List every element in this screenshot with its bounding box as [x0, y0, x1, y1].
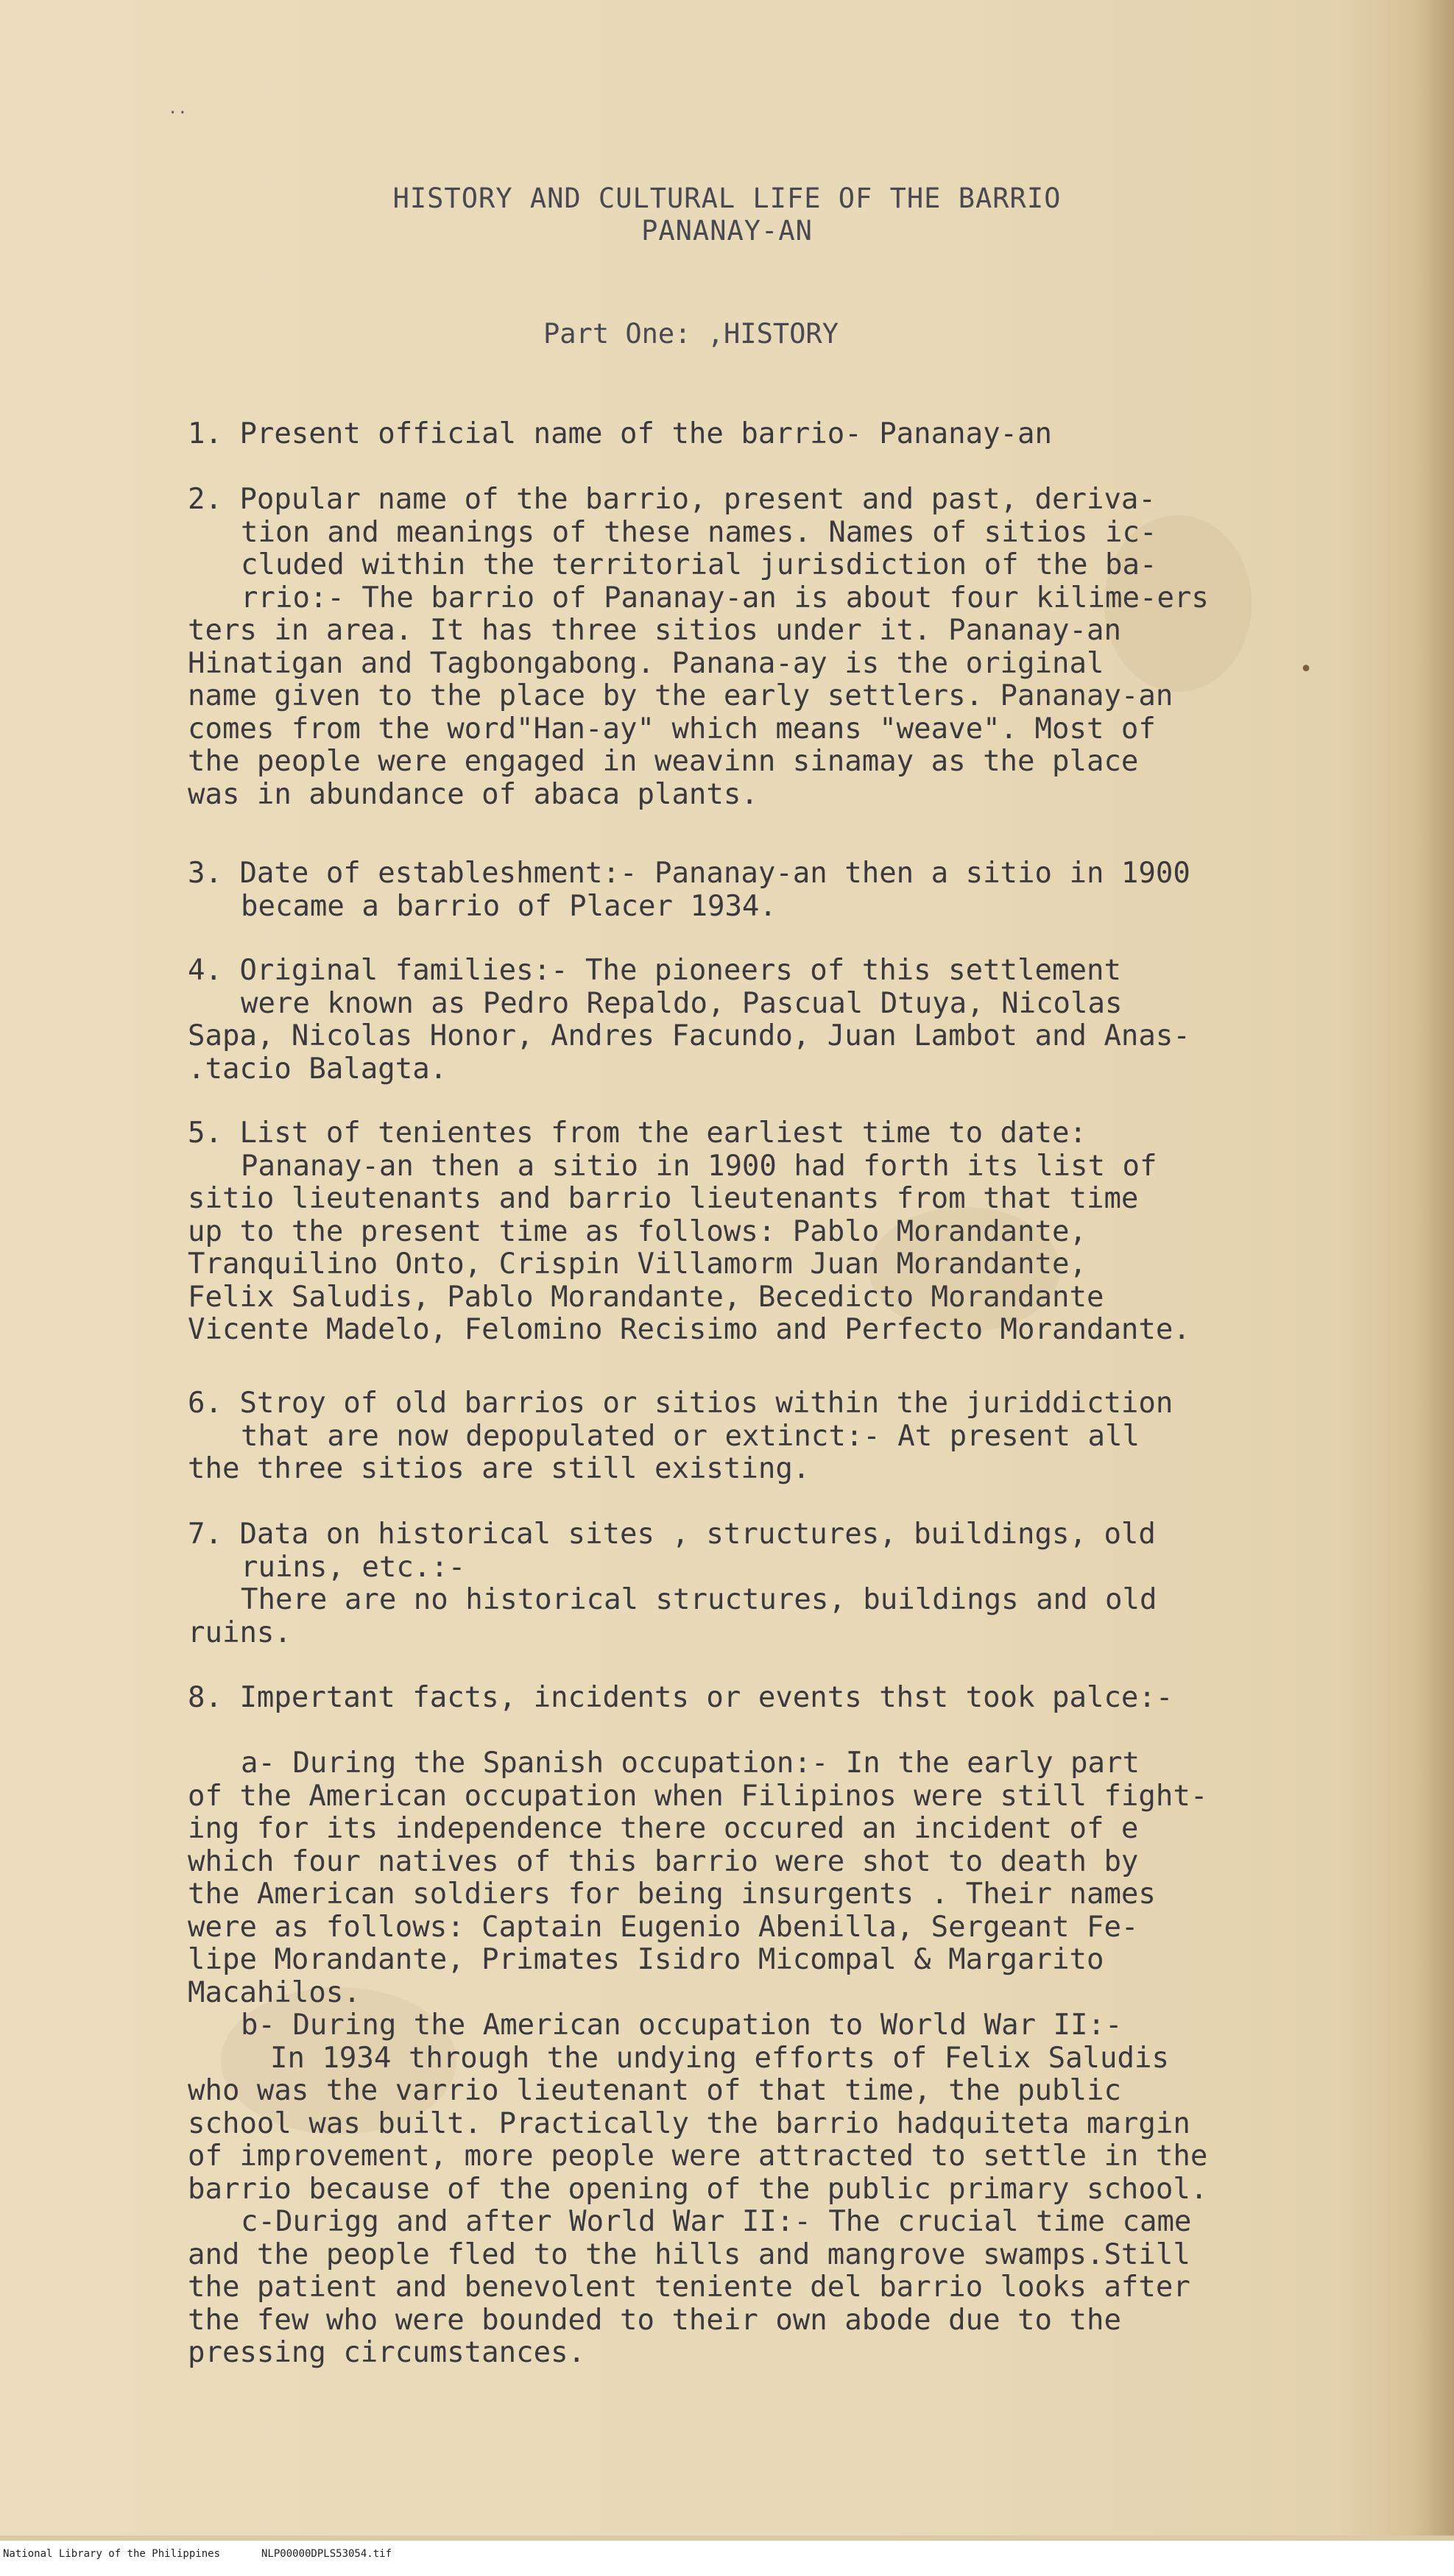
item-text: 3. Date of estableshment:- Pananay-an then a sitio in 1900	[188, 857, 1190, 890]
item-text: school was built. Practically the barrio hadquiteta margin	[188, 2106, 1190, 2140]
item-text: and the people fled to the hills and mangrove swamps.Still	[188, 2237, 1190, 2271]
item-text: 2. Popular name of the barrio, present and past, deriva-	[188, 483, 1156, 516]
item-8b	[188, 2009, 1344, 2206]
item-text: 5. List of tenientes from the earliest time to date:	[188, 1117, 1087, 1150]
item-text: Felix Saludis, Pablo Morandante, Becedicto Morandante	[188, 1280, 1104, 1314]
item-text: Tranquilino Onto, Crispin Villamorm Juan Morandante,	[188, 1248, 1087, 1281]
item-text: .tacio Balagta.	[188, 1052, 448, 1086]
item-text: 7. Data on historical sites , structures, buildings, old	[188, 1518, 1156, 1551]
item-text: Hinatigan and Tagbongabong. Panana-ay is the original	[188, 646, 1104, 680]
item-text: tion and meanings of these names. Names of sitios ic-	[241, 515, 1157, 549]
item-8c	[188, 2206, 1344, 2370]
item-text: were as follows: Captain Eugenio Abenilla, Sergeant Fe-	[188, 1910, 1139, 1944]
item-text: 4. Original families:- The pioneers of this settlement	[188, 954, 1121, 987]
item-text: Macahilos.	[188, 1975, 361, 2009]
document-title-line1: HISTORY AND CULTURAL LIFE OF THE BARRIO	[392, 183, 1062, 214]
footer-divider	[0, 2536, 1454, 2541]
item-4	[188, 955, 1344, 1086]
item-text: 8. Impertant facts, incidents or events thst took palce:-	[188, 1681, 1174, 1714]
footer-file-name: NLP00000DPLS53054.tif	[261, 2548, 392, 2560]
item-6	[188, 1387, 1344, 1486]
item-text: the patient and benevolent teniente del barrio looks after	[188, 2271, 1190, 2304]
item-text: became a barrio of Placer 1934.	[241, 889, 777, 923]
item-text: sitio lieutenants and barrio lieutenants from that time	[188, 1182, 1139, 1215]
item-text: the American soldiers for being insurgents . Their names	[188, 1878, 1156, 1911]
margin-marks: ..	[168, 99, 188, 118]
item-text: a- During the Spanish occupation:- In the early part	[241, 1747, 1140, 1780]
item-text: ing for its independence there occured an incident of e	[188, 1812, 1139, 1845]
item-2	[188, 484, 1344, 811]
item-text: In 1934 through the undying efforts of Felix Saludis	[270, 2041, 1169, 2075]
item-text: 6. Stroy of old barrios or sitios within the juriddiction	[188, 1387, 1174, 1420]
item-text: of improvement, more people were attracted to settle in the	[188, 2140, 1208, 2173]
item-text: the few who were bounded to their own abode due to the	[188, 2303, 1121, 2337]
ink-dot: •	[1299, 657, 1313, 682]
item-text: There are no historical structures, buildings and old	[241, 1583, 1157, 1616]
item-text: pressing circumstances.	[188, 2336, 586, 2369]
item-text: of the American occupation when Filipinos were still fight-	[188, 1779, 1208, 1813]
item-text: barrio because of the opening of the public primary school.	[188, 2172, 1208, 2206]
item-text: was in abundance of abaca plants.	[188, 777, 758, 811]
item-text: b- During the American occupation to World War II:-	[241, 2009, 1123, 2042]
scan-footer	[0, 2541, 1454, 2576]
page-edge-shadow	[1410, 0, 1454, 2536]
item-text: Vicente Madelo, Felomino Recisimo and Perfecto Morandante.	[188, 1313, 1190, 1346]
item-7	[188, 1518, 1344, 1649]
item-text: lipe Morandante, Primates Isidro Micompal & Margarito	[188, 1943, 1104, 1976]
item-5	[188, 1117, 1344, 1347]
item-3	[188, 857, 1344, 923]
item-text: cluded within the territorial jurisdiction of the ba-	[241, 548, 1157, 581]
item-text: who was the varrio lieutenant of that time, the public	[188, 2074, 1121, 2107]
item-1	[188, 418, 1344, 451]
item-text: c-Durigg and after World War II:- The crucial time came	[241, 2205, 1192, 2238]
item-text: ruins.	[188, 1616, 292, 1649]
item-8a	[188, 1747, 1344, 2009]
item-text: were known as Pedro Repaldo, Pascual Dtuya, Nicolas	[241, 986, 1123, 1020]
document-title-line2: PANANAY-AN	[641, 215, 813, 247]
item-text: up to the present time as follows: Pablo Morandante,	[188, 1214, 1087, 1248]
part-heading: Part One: ,HISTORY	[543, 318, 839, 350]
item-text: 1. Present official name of the barrio- Pananay-an	[188, 417, 1052, 450]
item-text: name given to the place by the early settlers. Pananay-an	[188, 679, 1174, 712]
item-text: ruins, etc.:-	[241, 1550, 466, 1584]
item-text: comes from the word"Han-ay" which means "weave". Most of	[188, 712, 1156, 746]
item-8	[188, 1682, 1344, 1715]
item-text: the three sitios are still existing.	[188, 1452, 811, 1485]
item-text: the people were engaged in weavinn sinamay as the place	[188, 745, 1139, 778]
item-text: Sapa, Nicolas Honor, Andres Facundo, Juan Lambot and Anas-	[188, 1019, 1190, 1052]
footer-library-name: National Library of the Philippines	[3, 2548, 221, 2560]
item-text: ters in area. It has three sitios under it. Pananay-an	[188, 614, 1121, 647]
item-text: that are now depopulated or extinct:- At present all	[241, 1419, 1140, 1453]
item-text: which four natives of this barrio were shot to death by	[188, 1844, 1139, 1878]
item-text: Pananay-an then a sitio in 1900 had forth its list of	[241, 1149, 1157, 1183]
item-text: rrio:- The barrio of Pananay-an is about four kilime-ers	[241, 581, 1209, 615]
